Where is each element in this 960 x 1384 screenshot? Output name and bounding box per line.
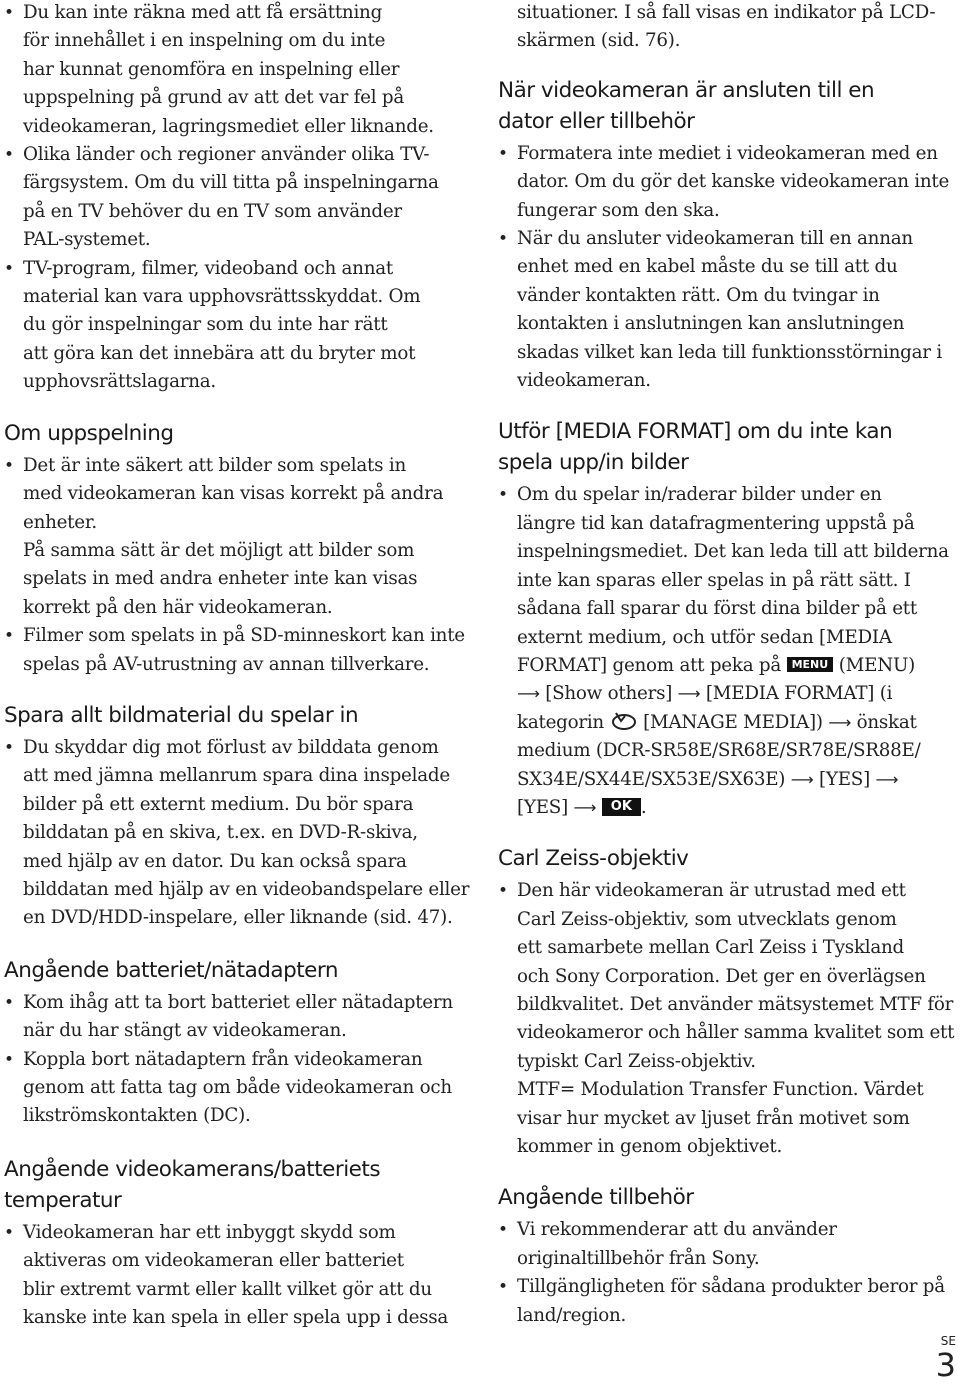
bullet-remove-battery: • Kom ihåg att ta bort batteriet eller nätadaptern när du har stängt av videokameran. xyxy=(4,989,444,1046)
section-heading-save: Spara allt bildmaterial du spelar in xyxy=(4,702,359,728)
section-heading-carl-zeiss: Carl Zeiss-objektiv xyxy=(498,846,689,872)
arrow-right-icon: ⟶ xyxy=(517,684,540,704)
page-number xyxy=(936,1334,956,1382)
menu-button-icon: MENU xyxy=(787,657,834,672)
arrow-right-icon: ⟶ xyxy=(828,712,852,732)
bullet-original-accessories: • Vi rekommenderar att du använder originaltillbehör från Sony. xyxy=(498,1216,948,1273)
arrow-right-icon: ⟶ xyxy=(875,769,899,789)
language-code: SE xyxy=(940,1334,956,1348)
bullet-disconnect-adapter: • Koppla bort nätadaptern från videokameran genom att fatta tag om både videokameran och likströmskontakten (DC). xyxy=(4,1046,444,1131)
arrow-right-icon: ⟶ xyxy=(790,769,814,789)
left-column xyxy=(4,0,470,1332)
bullet-copyright: • TV-program, filmer, videoband och annat material kan vara upphovsrättsskyddat. Om du gör inspelningar som du inte har rätt att göra kan det innebära att du bryter mot upphovsrättslagarna. xyxy=(4,255,444,397)
paragraph-mtf-definition: MTF= Modulation Transfer Function. Värdet visar hur mycket av ljuset från motivet som kommer in genom objektivet. xyxy=(517,1079,924,1157)
section-heading-temperature: Angående videokamerans/batteriets temperatur xyxy=(4,1156,381,1213)
section-heading-accessories: Angående tillbehör xyxy=(498,1185,694,1211)
bullet-save-images: • Du skyddar dig mot förlust av bilddata genom att med jämna mellanrum spara dina inspelade bilder på ett externt medium. Du bör spara bilddatan på en skiva, t.ex. en DVD-R-skiva, med hjälp av en dator. Du kan också spara bilddatan med hjälp av en videobandspelare eller en DVD/HDD-inspelare, eller liknande (sid. 47). xyxy=(4,734,444,933)
paragraph-playback-continued: På samma sätt är det möjligt att bilder som spelats in med andra enheter inte kan visas korrekt på den här videokameran. xyxy=(23,539,418,618)
page-number-value: 3 xyxy=(935,1346,956,1384)
right-column xyxy=(498,0,955,1330)
bullet-availability: • Tillgängligheten för sådana produkter beror på land/region. xyxy=(498,1273,948,1330)
bullet-temperature-protection: • Videokameran har ett inbyggt skydd som aktiveras om videokameran eller batteriet blir extremt varmt eller kallt vilket gör att du kanske inte kan spela in eller spela upp i dessa xyxy=(4,1219,444,1333)
arrow-right-icon: ⟶ xyxy=(677,684,701,704)
bullet-sd-card-movies: • Filmer som spelats in på SD-minneskort kan inte spelas på AV-utrustning av annan tillverkare. xyxy=(4,622,444,679)
bullet-do-not-format-with-computer: • Formatera inte mediet i videokameran med en dator. Om du gör det kanske videokameran inte fungerar som den ska. xyxy=(498,140,948,225)
paragraph-temperature-continued: situationer. I så fall visas en indikator på LCD- skärmen (sid. 76). xyxy=(517,2,936,52)
bullet-data-fragmentation: • Om du spelar in/raderar bilder under en längre tid kan datafragmentering uppstå på inspelningsmediet. Det kan leda till att bilderna inte kan sparas eller spelas in på rätt sätt. I sådana fall sparar du först dina bilder på ett externt medium, och utför sedan [MEDIA FORMAT] genom att peka på MENU (MENU) ⟶ [Show others] ⟶ [MEDIA FORMAT] (i kategorin [MANAGE MEDIA]) ⟶ önskat medium (DCR-SR58E/SR68E/SR78E/SR88E/ SX34E/SX44E/SX53E/SX63E) ⟶ [YES] ⟶ [YES] ⟶ OK . xyxy=(498,481,948,822)
bullet-playback-other-devices: • Det är inte säkert att bilder som spelats in med videokameran kan visas korrekt på andra enheter. xyxy=(4,452,444,537)
manage-media-category-icon xyxy=(610,709,638,731)
section-heading-media-format: Utför [MEDIA FORMAT] om du inte kan spela upp/in bilder xyxy=(498,419,893,476)
section-heading-battery: Angående batteriet/nätadaptern xyxy=(4,957,338,983)
section-heading-computer: När videokameran är ansluten till en dator eller tillbehör xyxy=(498,77,875,134)
ok-button-icon: OK xyxy=(602,798,641,816)
bullet-no-compensation: • Du kan inte räkna med att få ersättning för innehållet i en inspelning om du inte har kunnat genomföra en inspelning eller uppspelning på grund av att det var fel på videokameran, lagringsmediet eller liknande. xyxy=(4,0,444,141)
bullet-cable-connection: • När du ansluter videokameran till en annan enhet med en kabel måste du se till att du vänder kontakten rätt. Om du tvingar in kontakten i anslutningen kan anslutningen skadas vilket kan leda till funktionsstörningar i videokameran. xyxy=(498,225,948,395)
bullet-carl-zeiss-lens: • Den här videokameran är utrustad med ett Carl Zeiss-objektiv, som utvecklats genom ett samarbete mellan Carl Zeiss i Tyskland och Sony Corporation. Det ger en överlägsen bildkvalitet. Det använder mätsystemet MTF för videokameror och håller samma kvalitet som ett typiskt Carl Zeiss-objektiv. xyxy=(498,877,948,1076)
arrow-right-icon: ⟶ xyxy=(573,797,597,817)
bullet-tv-color-systems: • Olika länder och regioner använder olika TV- färgsystem. Om du vill titta på inspelningarna på en TV behöver du en TV som använder PAL-systemet. xyxy=(4,141,444,255)
section-heading-playback: Om uppspelning xyxy=(4,420,174,446)
